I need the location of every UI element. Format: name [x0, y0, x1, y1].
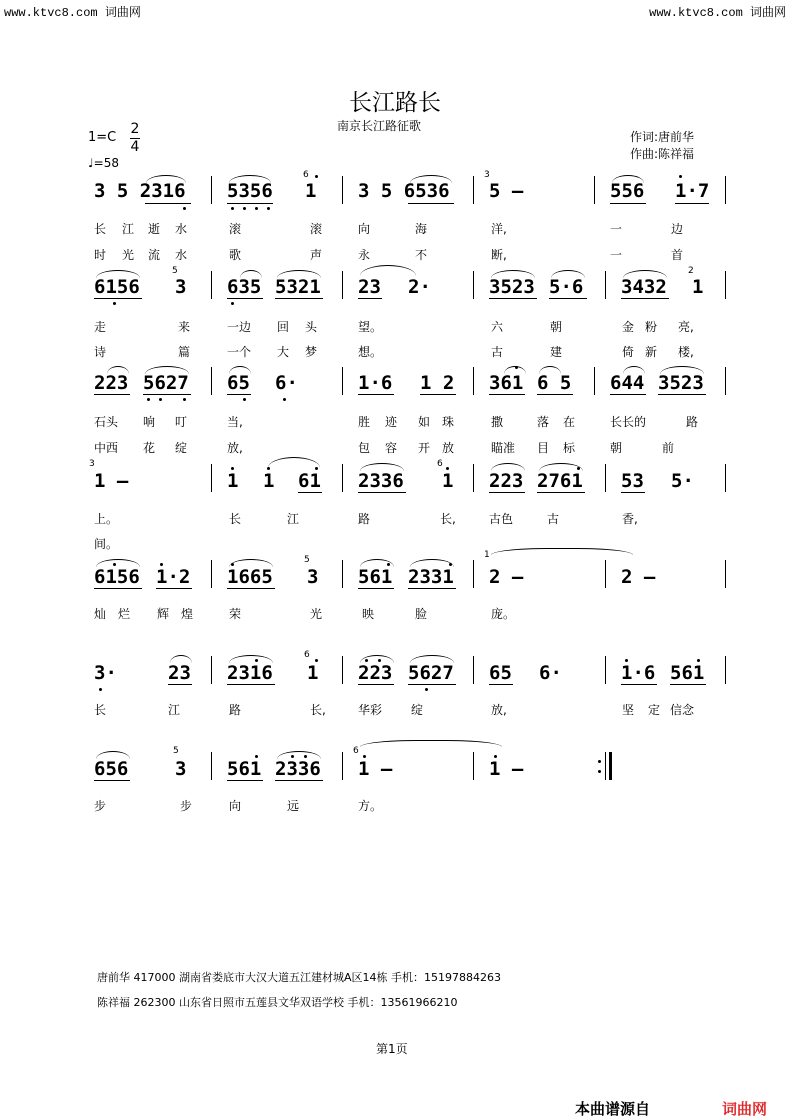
measure-note: 3523	[658, 372, 704, 394]
lyric: 脸	[415, 607, 428, 621]
lyric: 中西	[94, 441, 119, 455]
measure-note: 5321	[275, 276, 321, 298]
lyric: 海	[415, 222, 428, 236]
lyric: 间。	[94, 537, 119, 551]
lyric: 长	[94, 703, 107, 717]
measure-note: 6·	[539, 662, 562, 684]
grace-note: 3	[89, 459, 95, 469]
lyric: 信念	[670, 703, 695, 717]
measure-note: 1·7	[675, 180, 710, 202]
lyric: 歌	[229, 248, 242, 262]
lyric: 开	[418, 441, 431, 455]
lyric: 路	[686, 415, 699, 429]
measure-note: 6156	[94, 276, 140, 298]
watermark-right: www.ktvc8.com 词曲网	[649, 6, 786, 20]
lyric: 新	[645, 345, 658, 359]
lyric: 古	[547, 512, 560, 526]
lyric: 瞄准	[491, 441, 516, 455]
measure-note: 644	[610, 372, 645, 394]
time-top: 2	[130, 121, 140, 137]
lyric: 梦	[305, 345, 318, 359]
lyric: 辉	[157, 607, 170, 621]
measure-note: 2761	[537, 470, 583, 492]
lyric: 花	[143, 441, 156, 455]
measure-note: 1	[263, 470, 275, 492]
lyric: 路	[358, 512, 371, 526]
lyric: 烂	[118, 607, 131, 621]
lyric: 绽	[175, 441, 188, 455]
lyric: 坚	[622, 703, 635, 717]
lyric: 光	[122, 248, 135, 262]
lyric: 石头	[94, 415, 119, 429]
lyric: 水	[175, 248, 188, 262]
lyric: 煌	[181, 607, 194, 621]
measure-note: 223	[489, 470, 524, 492]
lyric: 朝	[610, 441, 623, 455]
measure-note: 3	[175, 758, 187, 780]
measure-note: 556	[610, 180, 645, 202]
measure-note: 2·	[408, 276, 431, 298]
lyric: 永	[358, 248, 371, 262]
time-signature	[130, 122, 140, 155]
lyric: 六	[491, 320, 504, 334]
measure-note: 1	[305, 180, 317, 202]
lyric: 放	[442, 441, 455, 455]
lyric: 撒	[491, 415, 504, 429]
measure-note: 223	[358, 662, 393, 684]
measure-note: 2 –	[621, 566, 656, 588]
lyric: 荣	[229, 607, 242, 621]
measure-note: 23	[358, 276, 381, 298]
measure-note: 2316	[227, 662, 273, 684]
lyric: 当,	[227, 415, 243, 429]
measure-note: 361	[489, 372, 524, 394]
grace-note: 6	[353, 746, 359, 756]
measure-note: 1	[307, 662, 319, 684]
lyric: 声	[310, 248, 323, 262]
lyric: 望。	[358, 320, 383, 334]
footer-contact-lyricist: 唐前华 417000 湖南省娄底市大汉大道五江建材城A区14栋 手机：15197884263	[97, 971, 501, 984]
measure-note: 5 –	[489, 180, 524, 202]
lyric: 篇	[178, 345, 191, 359]
measure-note: 2 –	[489, 566, 524, 588]
lyric: 珠	[442, 415, 455, 429]
measure-note: 561	[227, 758, 262, 780]
lyric: 粉	[645, 320, 658, 334]
lyric: 江	[122, 222, 135, 236]
measure-note: 1665	[227, 566, 273, 588]
lyric: 响	[143, 415, 156, 429]
lyric: 江	[287, 512, 300, 526]
measure-note: 1 –	[489, 758, 524, 780]
lyric: 灿	[94, 607, 107, 621]
lyric: 前	[662, 441, 675, 455]
measure-note: 1·6	[358, 372, 393, 394]
grace-note: 5	[172, 266, 178, 276]
lyric: 断,	[491, 248, 507, 262]
lyric: 放,	[491, 703, 507, 717]
measure-note: 1	[442, 470, 454, 492]
grace-note: 6	[304, 650, 310, 660]
lyric: 诗	[94, 345, 107, 359]
grace-note: 6	[437, 459, 443, 469]
measure-note: 1·6	[621, 662, 656, 684]
measure-note: 65	[227, 372, 250, 394]
lyric: 叮	[175, 415, 188, 429]
grace-note: 1	[484, 550, 490, 560]
song-title: 长江路长	[349, 90, 441, 116]
measure-note: 3432	[621, 276, 667, 298]
lyric: 时	[94, 248, 107, 262]
lyric: 长,	[440, 512, 456, 526]
measure-note: 3	[175, 276, 187, 298]
measure-note: 3523	[489, 276, 535, 298]
tempo-marking: ♩=58	[88, 156, 119, 170]
measure-note: 2331	[408, 566, 454, 588]
lyric: 香,	[622, 512, 638, 526]
measure-note: 1·2	[156, 566, 191, 588]
lyric: 长	[94, 222, 107, 236]
measure-note: 3	[307, 566, 319, 588]
lyric: 目	[537, 441, 550, 455]
lyric: 映	[362, 607, 375, 621]
measure-note: 1	[227, 470, 239, 492]
measure-note: 3·	[94, 662, 117, 684]
measure-note: 3 5 2316	[94, 180, 186, 202]
lyric: 朝	[550, 320, 563, 334]
lyric: 水	[175, 222, 188, 236]
lyric: 不	[415, 248, 428, 262]
lyric: 逝	[148, 222, 161, 236]
watermark-left: www.ktvc8.com 词曲网	[4, 6, 141, 20]
footer-contact-composer: 陈祥福 262300 山东省日照市五莲县文华双语学校 手机：13561966210	[97, 996, 458, 1009]
lyric: 古色	[489, 512, 514, 526]
lyric: 头	[305, 320, 318, 334]
measure-note: 561	[670, 662, 705, 684]
lyric: 走	[94, 320, 107, 334]
lyric: 向	[358, 222, 371, 236]
lyric: 落	[537, 415, 550, 429]
lyric: 古	[491, 345, 504, 359]
measure-note: 65	[489, 662, 512, 684]
measure-note: 23	[168, 662, 191, 684]
lyric: 方。	[358, 799, 383, 813]
lyric: 来	[178, 320, 191, 334]
lyric: 光	[310, 607, 323, 621]
lyric: 步	[180, 799, 193, 813]
lyric: 一边	[227, 320, 252, 334]
measure-note: 2336	[275, 758, 321, 780]
lyric: 华彩	[358, 703, 383, 717]
lyric: 洋,	[491, 222, 507, 236]
lyric: 长	[229, 512, 242, 526]
lyric: 首	[671, 248, 684, 262]
lyric: 如	[418, 415, 431, 429]
song-subtitle: 南京长江路征歌	[337, 119, 422, 133]
lyric: 边	[671, 222, 684, 236]
measure-note: 3 5 6536	[358, 180, 450, 202]
grace-note: 3	[484, 170, 490, 180]
measure-note: 6 5	[537, 372, 572, 394]
lyric: 楼,	[678, 345, 694, 359]
lyric: 回	[277, 320, 290, 334]
lyric: 放,	[227, 441, 243, 455]
measure-note: 5627	[143, 372, 189, 394]
lyric: 容	[385, 441, 398, 455]
lyric: 一个	[227, 345, 252, 359]
lyric: 长,	[310, 703, 326, 717]
measure-note: 656	[94, 758, 129, 780]
lyric: 绽	[411, 703, 424, 717]
page-number: 第1页	[376, 1042, 408, 1056]
lyric: 包	[358, 441, 371, 455]
lyric: 滚	[310, 222, 323, 236]
measure-note: 5627	[408, 662, 454, 684]
source-site-logo: 词曲网	[722, 1100, 768, 1118]
lyric: 上。	[94, 512, 119, 526]
grace-note: 5	[304, 555, 310, 565]
grace-note: 5	[173, 746, 179, 756]
lyric: 定	[648, 703, 661, 717]
lyric: 标	[563, 441, 576, 455]
lyric: 向	[229, 799, 242, 813]
lyric: 倚	[622, 345, 635, 359]
lyric: 流	[148, 248, 161, 262]
source-label: 本曲谱源自	[575, 1100, 651, 1118]
lyric: 一	[610, 248, 623, 262]
lyric: 大	[277, 345, 290, 359]
time-bottom: 4	[130, 139, 140, 155]
measure-note: 5356	[227, 180, 273, 202]
lyric: 路	[229, 703, 242, 717]
grace-note: 6	[303, 170, 309, 180]
measure-note: 1 –	[94, 470, 129, 492]
lyric: 庞。	[491, 607, 516, 621]
grace-note: 2	[688, 266, 694, 276]
measure-note: 1	[692, 276, 704, 298]
lyric: 一	[610, 222, 623, 236]
lyric: 胜	[358, 415, 371, 429]
measure-note: 5·6	[549, 276, 584, 298]
measure-note: 635	[227, 276, 262, 298]
lyric: 长长的	[610, 415, 647, 429]
lyric: 在	[563, 415, 576, 429]
measure-note: 2336	[358, 470, 404, 492]
measure-note: 1 2	[420, 372, 455, 394]
measure-note: 561	[358, 566, 393, 588]
lyric: 滚	[229, 222, 242, 236]
lyric: 江	[168, 703, 181, 717]
lyric: 步	[94, 799, 107, 813]
lyric: 远	[287, 799, 300, 813]
measure-note: 6156	[94, 566, 140, 588]
lyric: 想。	[358, 345, 383, 359]
composer: 作曲:陈祥福	[630, 147, 695, 161]
measure-note: 61	[298, 470, 321, 492]
lyric: 亮,	[678, 320, 694, 334]
key-signature: 1=C	[88, 130, 117, 145]
lyric: 金	[622, 320, 635, 334]
lyricist: 作词:唐前华	[630, 130, 695, 144]
lyric: 迹	[385, 415, 398, 429]
lyric: 建	[550, 345, 563, 359]
measure-note: 5·	[671, 470, 694, 492]
measure-note: 1 –	[358, 758, 393, 780]
measure-note: 223	[94, 372, 129, 394]
measure-note: 6·	[275, 372, 298, 394]
measure-note: 53	[621, 470, 644, 492]
